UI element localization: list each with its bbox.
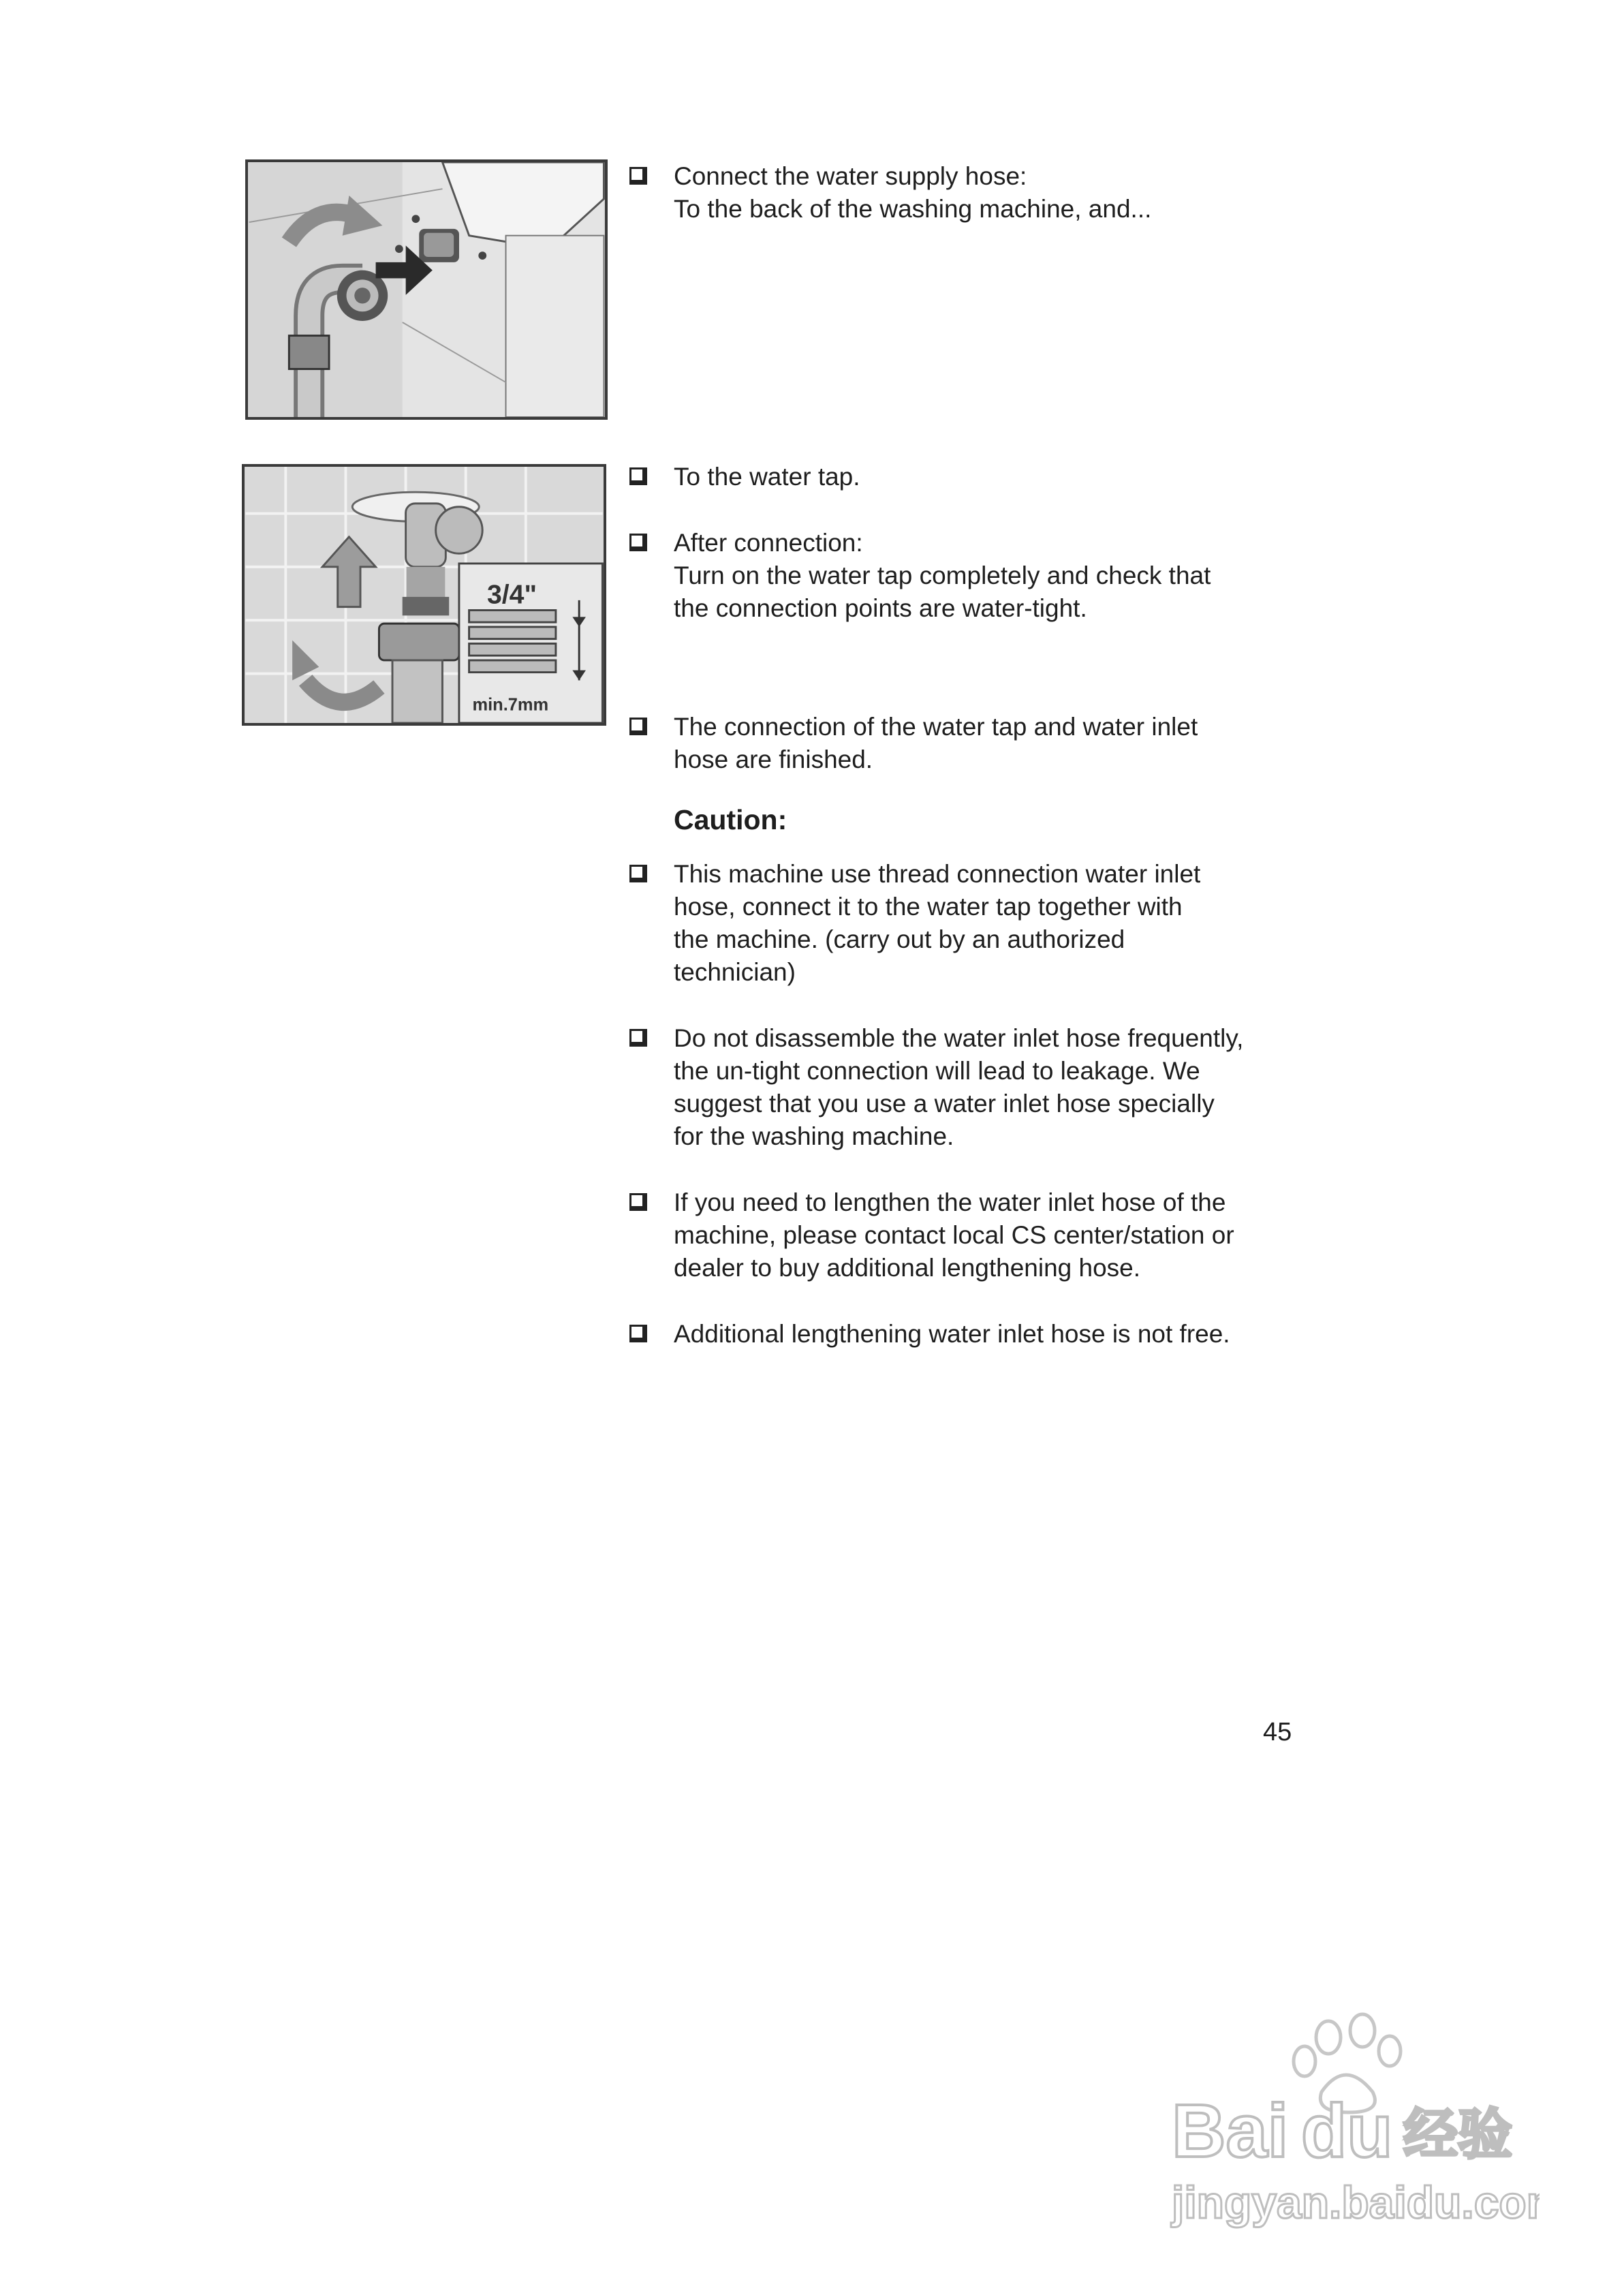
caution-text: Additional lengthening water inlet hose is not free. xyxy=(674,1320,1230,1348)
hose-to-machine-figure xyxy=(245,159,608,420)
checkbox-bullet-icon xyxy=(629,467,647,485)
instruction-item xyxy=(629,527,1331,625)
svg-text:Bai: Bai xyxy=(1172,2089,1289,2173)
instruction-text: The connection of the water tap and water inlet hose are finished. xyxy=(674,713,1198,773)
caution-text: If you need to lengthen the water inlet hose of the machine, please contact local CS center/station or dealer to buy additional lengthening hose. xyxy=(674,1188,1234,1282)
paw-logo-icon xyxy=(1158,2010,1540,2235)
caution-item xyxy=(629,1022,1331,1153)
checkbox-bullet-icon xyxy=(629,534,647,551)
thread-size-label: 3/4" xyxy=(487,580,537,610)
water-tap-connection-illustration xyxy=(245,467,604,723)
caution-item xyxy=(629,1318,1331,1351)
instruction-text: To the water tap. xyxy=(674,463,860,491)
checkbox-bullet-icon xyxy=(629,1029,647,1047)
instruction-item xyxy=(629,461,1331,493)
instruction-text: Connect the water supply hose: To the back of the washing machine, and... xyxy=(674,162,1152,223)
checkbox-bullet-icon xyxy=(629,718,647,735)
checkbox-bullet-icon xyxy=(629,167,647,185)
svg-text:经验: 经验 xyxy=(1403,2103,1512,2166)
svg-text:jingyan.baidu.com: jingyan.baidu.com xyxy=(1172,2177,1540,2228)
checkbox-bullet-icon xyxy=(629,865,647,882)
min-length-label: min.7mm xyxy=(472,695,549,715)
page-number: 45 xyxy=(1263,1718,1292,1746)
caution-item xyxy=(629,858,1331,989)
caution-item xyxy=(629,1186,1331,1284)
baidu-jingyan-watermark xyxy=(1158,2010,1540,2235)
instruction-item xyxy=(629,711,1331,776)
svg-text:du: du xyxy=(1301,2089,1393,2173)
checkbox-bullet-icon xyxy=(629,1325,647,1342)
caution-text: Do not disassemble the water inlet hose frequently, the un-tight connection will lead to leakage. We suggest that you use a water inlet hose specially for the washing machine. xyxy=(674,1024,1244,1150)
hose-to-tap-figure xyxy=(242,464,606,726)
hose-connection-illustration xyxy=(248,162,605,417)
caution-heading: Caution: xyxy=(674,804,787,835)
instruction-item xyxy=(629,160,1331,226)
checkbox-bullet-icon xyxy=(629,1193,647,1211)
instruction-text: After connection: Turn on the water tap completely and check that the connection points are water-tight. xyxy=(674,529,1211,622)
caution-text: This machine use thread connection water inlet hose, connect it to the water tap together with the machine. (carry out by an authorized technician) xyxy=(674,860,1201,986)
